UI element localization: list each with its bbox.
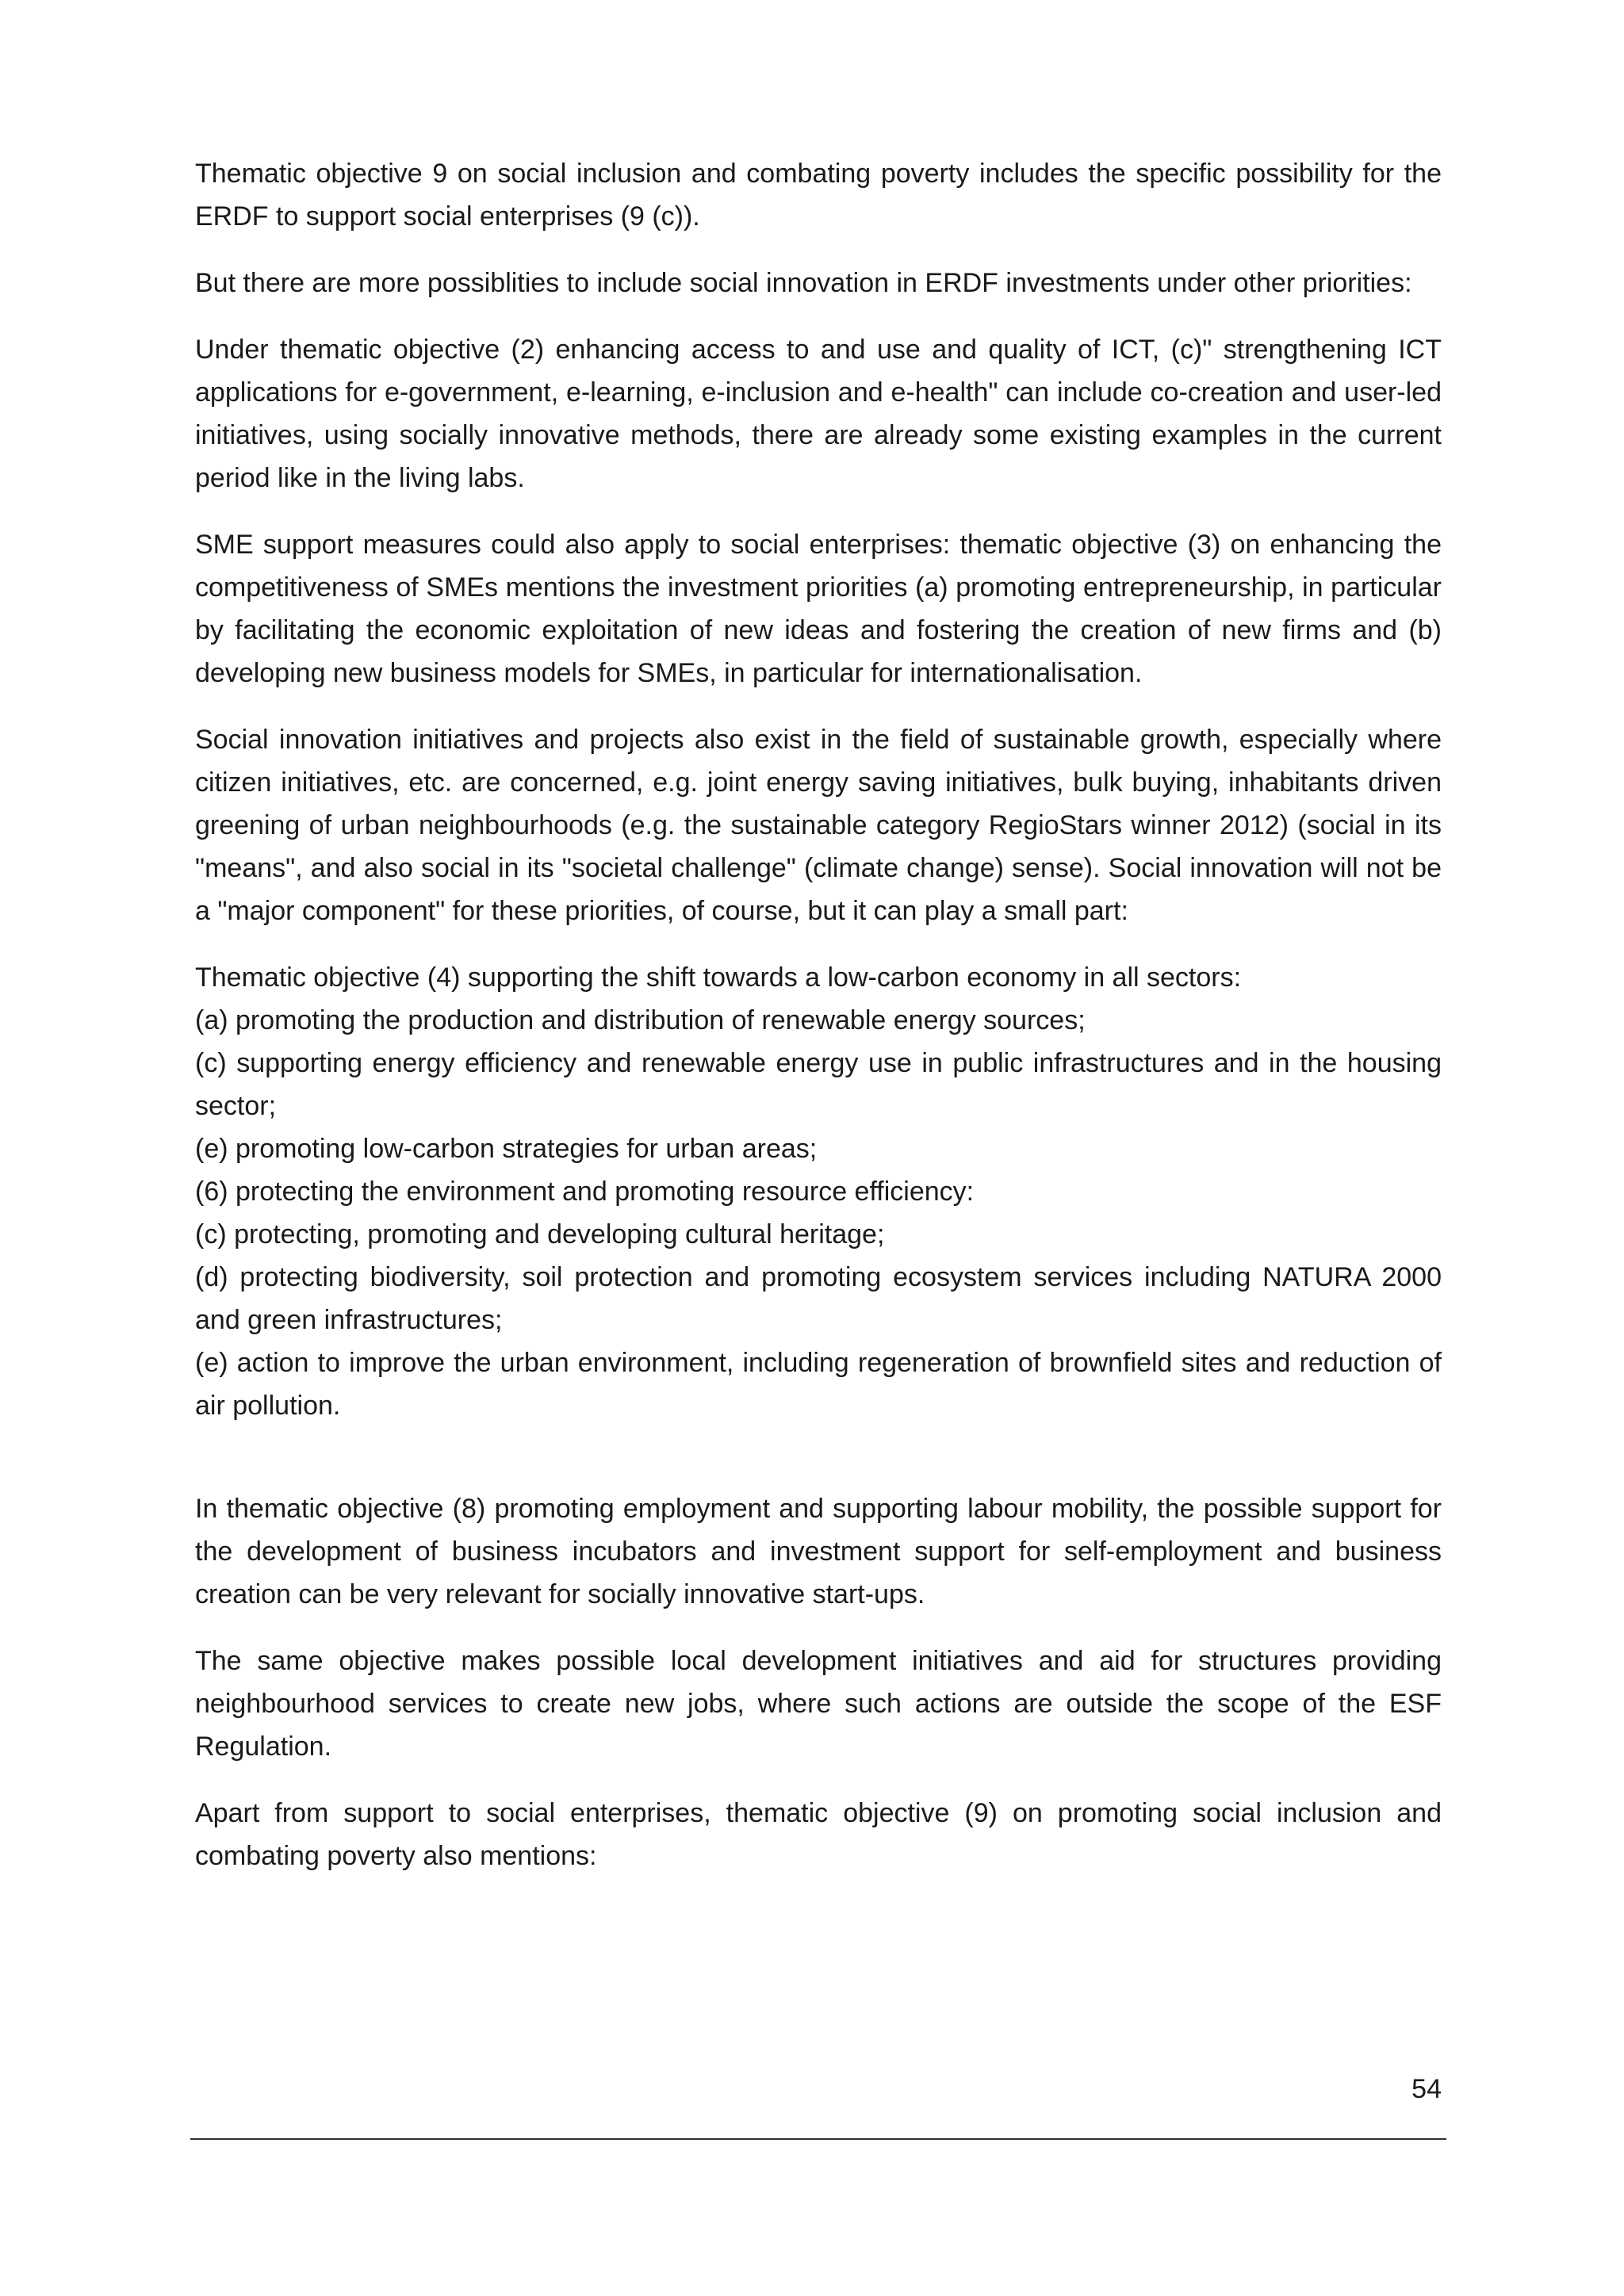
page-number: 54 — [1411, 2074, 1442, 2104]
list-item-6c: (c) protecting, promoting and developing cultural heritage; — [195, 1219, 885, 1249]
list-item-objective-6: (6) protecting the environment and promoting resource efficiency: — [195, 1177, 975, 1207]
paragraph-same-objective: The same objective makes possible local development initiatives and aid for structures providing neighbourhood services to create new jobs, where such actions are outside the scope of the ESF Regulation. — [195, 1646, 1442, 1762]
footer-divider — [190, 2138, 1446, 2140]
blank-line — [195, 1451, 1442, 1487]
list-item-4e: (e) promoting low-carbon strategies for urban areas; — [195, 1134, 818, 1164]
objectives-list — [195, 956, 1442, 1427]
list-item-objective-4: Thematic objective (4) supporting the shift towards a low-carbon economy in all sectors: — [195, 962, 1242, 993]
paragraph-thematic-objective-8: In thematic objective (8) promoting employment and supporting labour mobility, the possible support for the development of business incubators and investment support for self-employment and business creation can be very relevant for socially innovative start-ups. — [195, 1494, 1442, 1609]
list-item-6e: (e) action to improve the urban environment, including regeneration of brownfield sites and reduction of air pollution. — [195, 1348, 1442, 1421]
list-item-4c: (c) supporting energy efficiency and renewable energy use in public infrastructures and in the housing sector; — [195, 1048, 1442, 1121]
paragraph-more-possibilities: But there are more possiblities to include social innovation in ERDF investments under other priorities: — [195, 268, 1412, 298]
list-item-4a: (a) promoting the production and distribution of renewable energy sources; — [195, 1005, 1086, 1035]
page-body — [195, 152, 1442, 1901]
paragraph-apart-from-support: Apart from support to social enterprises, thematic objective (9) on promoting social inclusion and combating poverty also mentions: — [195, 1798, 1442, 1871]
paragraph-thematic-objective-2: Under thematic objective (2) enhancing access to and use and quality of ICT, (c)" strengthening ICT applications for e-government, e-learning, e-inclusion and e-health" can include co-creation and user-led initiatives, using socially innovative methods, there are already some existing examples in the current period like in the living labs. — [195, 335, 1442, 493]
list-item-6d: (d) protecting biodiversity, soil protection and promoting ecosystem services including NATURA 2000 and green infrastructures; — [195, 1262, 1442, 1335]
paragraph-thematic-objective-9: Thematic objective 9 on social inclusion and combating poverty includes the specific possibility for the ERDF to support social enterprises (9 (c)). — [195, 159, 1442, 232]
paragraph-sustainable-growth: Social innovation initiatives and projects also exist in the field of sustainable growth, especially where citizen initiatives, etc. are concerned, e.g. joint energy saving initiatives, bulk buying, inhabitants driven greening of urban neighbourhoods (e.g. the sustainable category RegioStars winner 2012) (social in its "means", and also social in its "societal challenge" (climate change) sense). Social innovation will not be a "major component" for these priorities, of course, but it can play a small part: — [195, 725, 1442, 926]
paragraph-sme-support: SME support measures could also apply to social enterprises: thematic objective (3) on enhancing the competitiveness of SMEs mentions the investment priorities (a) promoting entrepreneurship, in particular by facilitating the economic exploitation of new ideas and fostering the creation of new firms and (b) developing new business models for SMEs, in particular for internationalisation. — [195, 530, 1442, 688]
